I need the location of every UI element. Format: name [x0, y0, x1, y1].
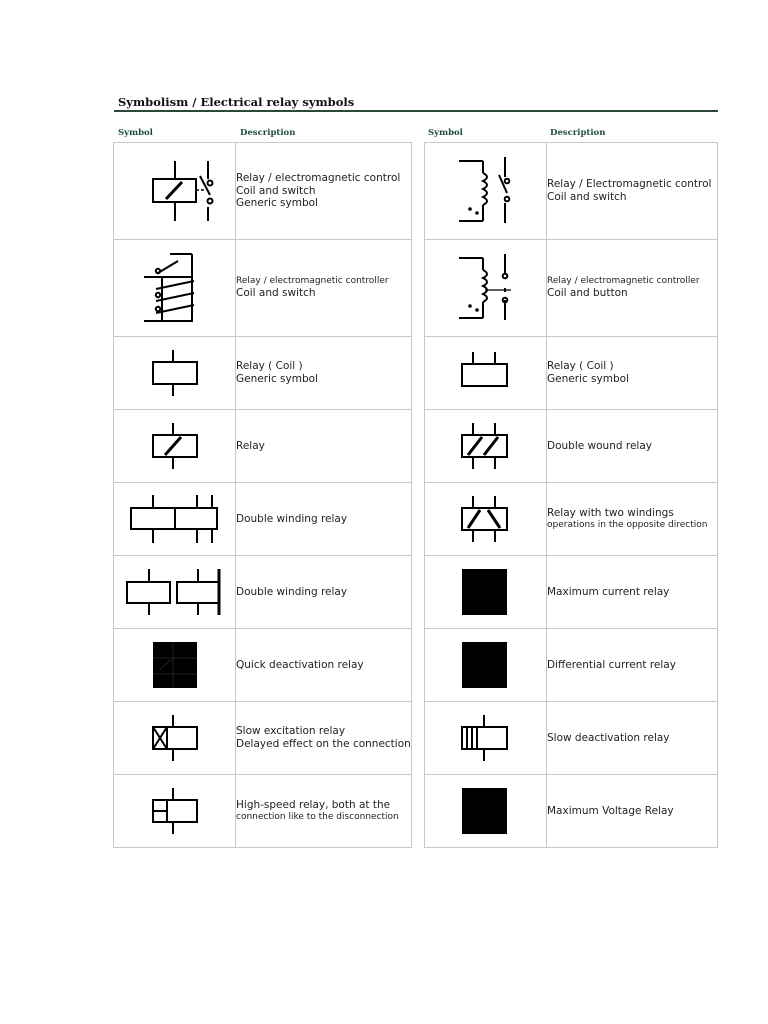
description-cell: Relay with two windings operations in the opposite direction	[547, 483, 718, 556]
table-row	[425, 143, 718, 240]
page-title: Symbolism / Electrical relay symbols	[118, 95, 355, 109]
right-description-header: Description	[550, 128, 606, 138]
differential-current-relay-icon	[456, 640, 516, 690]
symbol-cell	[114, 143, 236, 240]
description-cell: Slow excitation relay Delayed effect on the connection	[236, 702, 412, 775]
relay-control-coil-switch-inductor-icon	[451, 155, 521, 227]
description-cell: Double winding relay	[236, 483, 412, 556]
slow-deactivation-relay-icon	[456, 713, 516, 763]
symbol-cell	[114, 483, 236, 556]
table-row	[425, 775, 718, 848]
symbol-cell	[425, 629, 547, 702]
relay-controller-coil-switch-icon	[140, 247, 210, 329]
description-cell: High-speed relay, both at the connection like to the disconnection	[236, 775, 412, 848]
symbol-cell	[114, 629, 236, 702]
table-row	[114, 629, 412, 702]
table-row	[425, 337, 718, 410]
table-row	[425, 702, 718, 775]
double-winding-relay-alt-icon	[123, 567, 227, 617]
description-cell: Relay ( Coil ) Generic symbol	[236, 337, 412, 410]
symbol-cell	[425, 775, 547, 848]
description-cell: Slow deactivation relay	[547, 702, 718, 775]
description-cell: Double winding relay	[236, 556, 412, 629]
description-cell: Relay / Electromagnetic control Coil and switch	[547, 143, 718, 240]
table-row	[114, 240, 412, 337]
description-cell: Relay / electromagnetic controller Coil and switch	[236, 240, 412, 337]
table-row	[425, 483, 718, 556]
description-cell: Maximum Voltage Relay	[547, 775, 718, 848]
table-row	[114, 410, 412, 483]
description-cell: Relay / electromagnetic controller Coil and button	[547, 240, 718, 337]
relay-control-coil-switch-icon	[130, 155, 220, 227]
left-symbol-header: Symbol	[118, 128, 153, 138]
table-row	[425, 629, 718, 702]
symbol-cell	[425, 143, 547, 240]
symbol-cell	[114, 410, 236, 483]
symbol-cell	[114, 556, 236, 629]
table-row	[114, 143, 412, 240]
description-cell: Relay	[236, 410, 412, 483]
maximum-voltage-relay-icon	[456, 786, 516, 836]
title-rule	[114, 110, 718, 112]
right-symbol-header: Symbol	[428, 128, 463, 138]
description-cell: Differential current relay	[547, 629, 718, 702]
symbol-cell	[114, 240, 236, 337]
symbol-cell	[425, 556, 547, 629]
relay-coil-two-terminal-icon	[456, 348, 516, 398]
symbol-cell	[425, 702, 547, 775]
double-winding-relay-icon	[125, 493, 225, 545]
description-cell: Double wound relay	[547, 410, 718, 483]
description-cell: Relay ( Coil ) Generic symbol	[547, 337, 718, 410]
description-cell: Maximum current relay	[547, 556, 718, 629]
table-row	[114, 483, 412, 556]
description-cell: Relay / electromagnetic control Coil and switch Generic symbol	[236, 143, 412, 240]
table-row	[425, 410, 718, 483]
description-cell: Quick deactivation relay	[236, 629, 412, 702]
relay-coil-icon	[145, 348, 205, 398]
maximum-current-relay-icon	[456, 567, 516, 617]
table-row	[114, 702, 412, 775]
symbol-cell	[114, 775, 236, 848]
relay-controller-coil-button-icon	[451, 252, 521, 324]
right-symbol-table	[424, 142, 718, 848]
double-wound-relay-icon	[456, 421, 516, 471]
table-row	[114, 775, 412, 848]
table-row	[114, 337, 412, 410]
quick-deactivation-relay-icon	[145, 640, 205, 690]
symbol-cell	[425, 337, 547, 410]
symbol-cell	[114, 702, 236, 775]
left-description-header: Description	[240, 128, 296, 138]
table-row	[425, 240, 718, 337]
symbol-cell	[425, 483, 547, 556]
symbol-cell	[425, 240, 547, 337]
symbol-cell	[114, 337, 236, 410]
relay-two-windings-opposite-icon	[456, 494, 516, 544]
slow-excitation-relay-icon	[145, 713, 205, 763]
table-row	[425, 556, 718, 629]
relay-icon	[145, 421, 205, 471]
left-symbol-table	[113, 142, 412, 848]
symbol-cell	[425, 410, 547, 483]
high-speed-relay-icon	[145, 786, 205, 836]
table-row	[114, 556, 412, 629]
